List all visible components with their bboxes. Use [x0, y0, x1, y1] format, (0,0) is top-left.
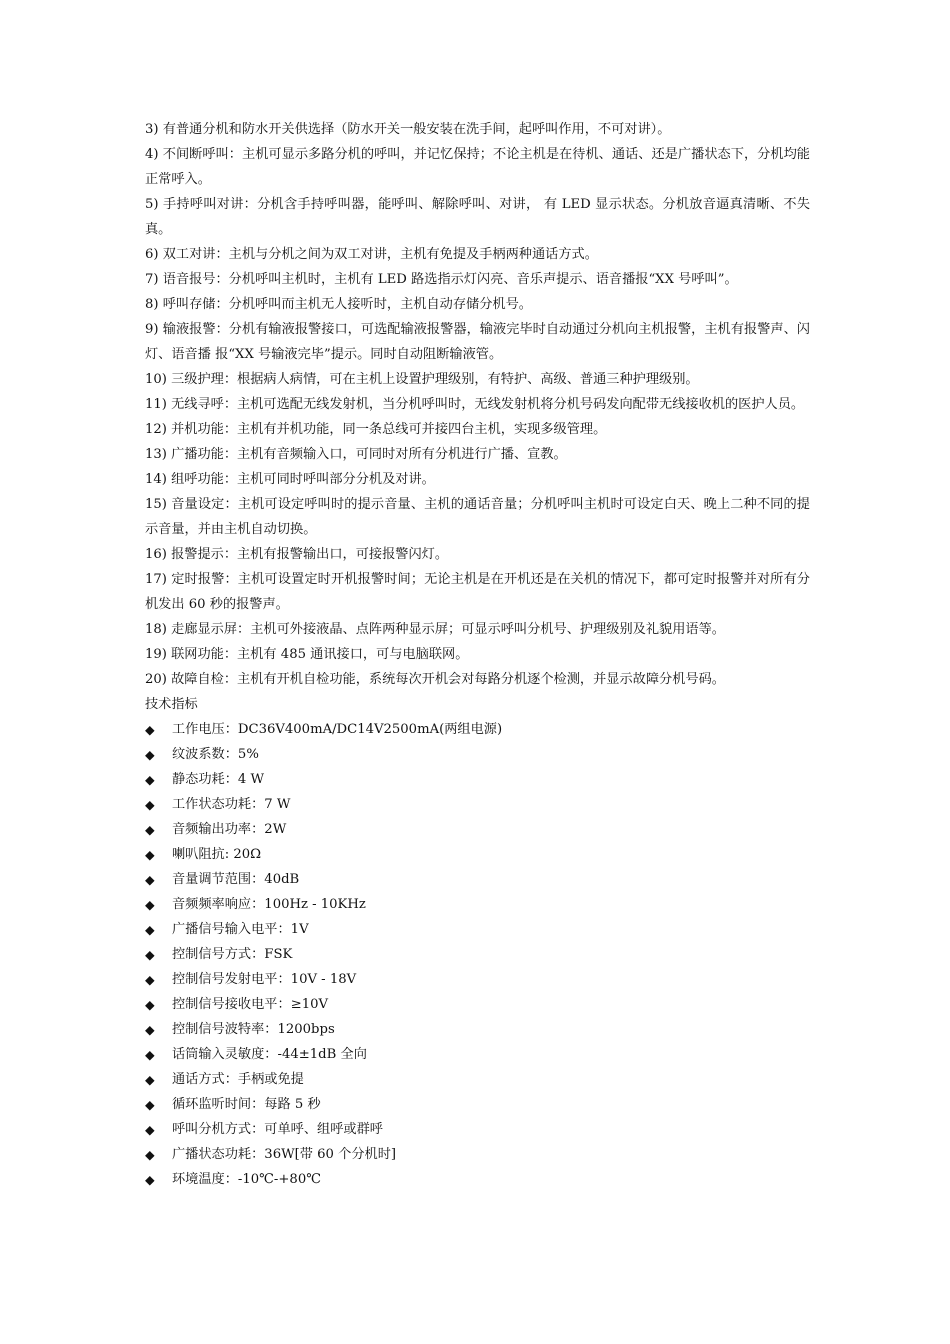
diamond-bullet-icon: ◆	[145, 772, 155, 787]
specs-heading: 技术指标	[145, 697, 198, 712]
spec-text: 控制信号波特率：1200bps	[172, 1022, 335, 1037]
diamond-bullet-icon: ◆	[145, 1122, 155, 1137]
diamond-bullet-icon: ◆	[145, 1022, 155, 1037]
spec-text: 循环监听时间：每路 5 秒	[172, 1097, 321, 1112]
feature-item-11: 11) 无线寻呼：主机可选配无线发射机，当分机呼叫时，无线发射机将分机号码发向配带无线接收机的医护人员。	[145, 397, 805, 412]
spec-item	[145, 1142, 810, 1167]
spec-item	[145, 1042, 810, 1067]
spec-item	[145, 717, 810, 742]
spec-text: 音量调节范围：40dB	[172, 872, 300, 887]
spec-item	[145, 817, 810, 842]
feature-item-15: 15) 音量设定：主机可设定呼叫时的提示音量、主机的通话音量；分机呼叫主机时可设定白天、晚上二种不同的提示音量，并由主机自动切换。	[145, 497, 810, 537]
spec-text: 广播状态功耗：36W[带 60 个分机时]	[172, 1147, 397, 1162]
feature-item-14: 14) 组呼功能：主机可同时呼叫部分分机及对讲。	[145, 472, 435, 487]
spec-text: 音频输出功率：2W	[172, 822, 287, 837]
spec-item	[145, 967, 810, 992]
feature-item-3: 3) 有普通分机和防水开关供选择（防水开关一般安装在洗手间，起呼叫作用，不可对讲）。	[145, 122, 671, 137]
spec-item	[145, 942, 810, 967]
feature-item-6: 6) 双工对讲：主机与分机之间为双工对讲，主机有免提及手柄两种通话方式。	[145, 247, 598, 262]
document-body	[145, 117, 810, 1192]
feature-item-18: 18) 走廊显示屏：主机可外接液晶、点阵两种显示屏；可显示呼叫分机号、护理级别及礼貌用语等。	[145, 622, 725, 637]
diamond-bullet-icon: ◆	[145, 1047, 155, 1062]
spec-item	[145, 792, 810, 817]
spec-text: 话筒输入灵敏度：-44±1dB 全向	[172, 1047, 367, 1062]
spec-text: 广播信号输入电平：1V	[172, 922, 309, 937]
spec-item	[145, 1067, 810, 1092]
spec-text: 工作电压：DC36V400mA/DC14V2500mA(两组电源)	[172, 722, 503, 737]
diamond-bullet-icon: ◆	[145, 722, 155, 737]
diamond-bullet-icon: ◆	[145, 997, 155, 1012]
feature-item-13: 13) 广播功能：主机有音频输入口，可同时对所有分机进行广播、宣教。	[145, 447, 567, 462]
spec-text: 环境温度：-10℃-+80℃	[172, 1172, 321, 1187]
feature-item-20: 20) 故障自检：主机有开机自检功能，系统每次开机会对每路分机逐个检测，并显示故障分机号码。	[145, 672, 725, 687]
diamond-bullet-icon: ◆	[145, 922, 155, 937]
spec-text: 控制信号发射电平：10V - 18V	[172, 972, 357, 987]
spec-text: 呼叫分机方式：可单呼、组呼或群呼	[172, 1122, 383, 1137]
feature-item-9: 9) 输液报警：分机有输液报警接口，可选配输液报警器，输液完毕时自动通过分机向主机报警，主机有报警声、闪灯、语音播 报“XX 号输液完毕”提示。同时自动阻断输液管。	[145, 322, 810, 362]
diamond-bullet-icon: ◆	[145, 822, 155, 837]
spec-text: 工作状态功耗：7 W	[172, 797, 291, 812]
feature-item-19: 19) 联网功能：主机有 485 通讯接口，可与电脑联网。	[145, 647, 469, 662]
feature-item-5: 5) 手持呼叫对讲：分机含手持呼叫器，能呼叫、解除呼叫、对讲， 有 LED 显示状态。分机放音逼真清晰、不失真。	[145, 197, 810, 237]
feature-item-17: 17) 定时报警：主机可设置定时开机报警时间；无论主机是在开机还是在关机的情况下，都可定时报警并对所有分机发出 60 秒的报警声。	[145, 572, 810, 612]
spec-text: 喇叭阻抗: 20Ω	[172, 847, 262, 862]
spec-text: 静态功耗：4 W	[172, 772, 265, 787]
spec-text: 纹波系数：5%	[172, 747, 259, 762]
diamond-bullet-icon: ◆	[145, 1147, 155, 1162]
spec-item	[145, 842, 810, 867]
diamond-bullet-icon: ◆	[145, 1072, 155, 1087]
diamond-bullet-icon: ◆	[145, 872, 155, 887]
diamond-bullet-icon: ◆	[145, 947, 155, 962]
diamond-bullet-icon: ◆	[145, 972, 155, 987]
spec-list	[145, 717, 810, 1192]
spec-text: 通话方式：手柄或免提	[172, 1072, 304, 1087]
feature-list	[145, 117, 810, 692]
diamond-bullet-icon: ◆	[145, 747, 155, 762]
spec-text: 音频频率响应：100Hz - 10KHz	[172, 897, 366, 912]
spec-item	[145, 767, 810, 792]
feature-item-7: 7) 语音报号：分机呼叫主机时，主机有 LED 路选指示灯闪亮、音乐声提示、语音播报“XX 号呼叫”。	[145, 272, 738, 287]
spec-item	[145, 992, 810, 1017]
diamond-bullet-icon: ◆	[145, 797, 155, 812]
diamond-bullet-icon: ◆	[145, 1172, 155, 1187]
spec-item	[145, 742, 810, 767]
diamond-bullet-icon: ◆	[145, 1097, 155, 1112]
spec-item	[145, 917, 810, 942]
spec-item	[145, 867, 810, 892]
feature-item-8: 8) 呼叫存储：分机呼叫而主机无人接听时，主机自动存储分机号。	[145, 297, 532, 312]
spec-item	[145, 1117, 810, 1142]
diamond-bullet-icon: ◆	[145, 897, 155, 912]
spec-text: 控制信号接收电平：≥10V	[172, 997, 329, 1012]
spec-item	[145, 1092, 810, 1117]
feature-item-16: 16) 报警提示：主机有报警输出口，可接报警闪灯。	[145, 547, 449, 562]
spec-text: 控制信号方式：FSK	[172, 947, 293, 962]
feature-item-4: 4) 不间断呼叫：主机可显示多路分机的呼叫，并记忆保持；不论主机是在待机、通话、还是广播状态下，分机均能正常呼入。	[145, 147, 810, 187]
diamond-bullet-icon: ◆	[145, 847, 155, 862]
spec-item	[145, 1017, 810, 1042]
spec-item	[145, 892, 810, 917]
feature-item-10: 10) 三级护理：根据病人病情，可在主机上设置护理级别，有特护、高级、普通三种护理级别。	[145, 372, 699, 387]
feature-item-12: 12) 并机功能：主机有并机功能，同一条总线可并接四台主机，实现多级管理。	[145, 422, 607, 437]
spec-item	[145, 1167, 810, 1192]
